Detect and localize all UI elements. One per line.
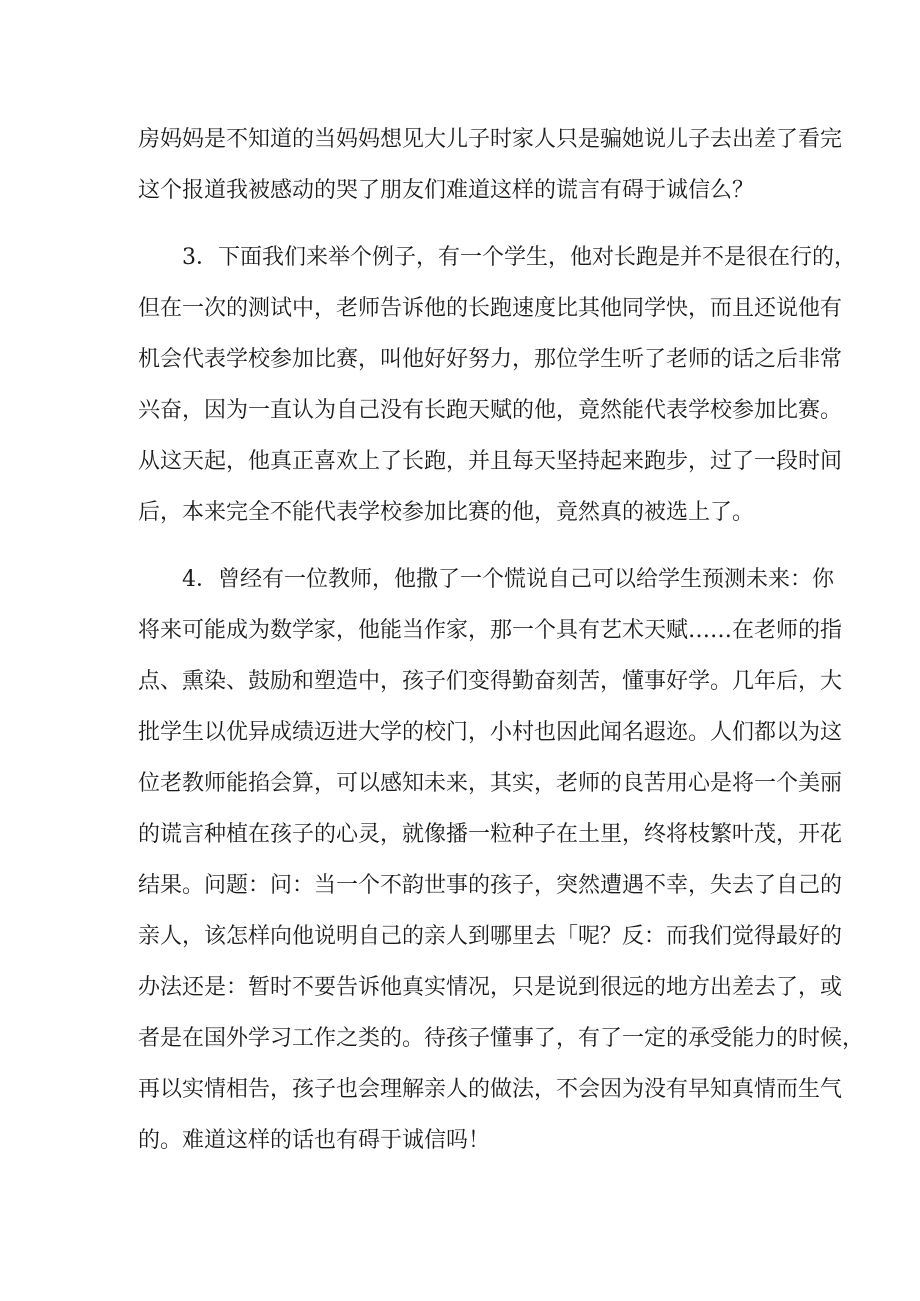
paragraph-3 [138,554,865,1166]
paragraph-line: 4．曾经有一位教师，他撒了一个慌说自己可以给学生预测未来：你 [182,567,834,592]
paragraph-1 [138,114,843,216]
paragraph-line: 结果。问题：问：当一个不韵世事的孩子，突然遭遇不幸，失去了自己的 [138,873,843,898]
paragraph-line: 机会代表学校参加比赛，叫他好好努力，那位学生听了老师的话之后非常 [138,347,843,372]
paragraph-line: 者是在国外学习工作之类的。待孩子懂事了，有了一定的承受能力的时候， [138,1026,865,1051]
paragraph-line: 点、熏染、鼓励和塑造中，孩子们变得勤奋刻苦，懂事好学。几年后，大 [138,669,843,694]
paragraph-line: 后，本来完全不能代表学校参加比赛的他，竟然真的被选上了。 [138,500,755,525]
paragraph-line: 的谎言种植在孩子的心灵，就像播一粒种子在土里，终将枝繁叶茂，开花 [138,822,843,847]
paragraph-line: 将来可能成为数学家，他能当作家，那一个具有艺术天赋……在老师的指 [138,618,843,643]
paragraph-line: 3．下面我们来举个例子，有一个学生，他对长跑是并不是很在行的， [182,245,856,270]
paragraph-line: 的。难道这样的话也有碍于诚信吗！ [138,1128,491,1153]
paragraph-line: 但在一次的测试中，老师告诉他的长跑速度比其他同学快，而且还说他有 [138,296,843,321]
paragraph-line: 办法还是：暂时不要告诉他真实情况，只是说到很远的地方出差去了，或 [138,975,843,1000]
paragraph-line: 这个报道我被感动的哭了朋友们难道这样的谎言有碍于诚信么？ [138,178,755,203]
paragraph-line: 批学生以优异成绩迈进大学的校门，小村也因此闻名遐迩。人们都以为这 [138,720,843,745]
paragraph-line: 兴奋，因为一直认为自己没有长跑天赋的他，竟然能代表学校参加比赛。 [138,398,843,423]
paragraph-line: 从这天起，他真正喜欢上了长跑，并且每天坚持起来跑步，过了一段时间 [138,449,843,474]
paragraph-line: 亲人，该怎样向他说明自己的亲人到哪里去「呢？反：而我们觉得最好的 [138,924,843,949]
paragraph-line: 位老教师能掐会算，可以感知未来，其实，老师的良苦用心是将一个美丽 [138,771,843,796]
paragraph-2 [138,232,856,538]
paragraph-line: 房妈妈是不知道的当妈妈想见大儿子时家人只是骗她说儿子去出差了看完 [138,127,843,152]
paragraph-line: 再以实情相告，孩子也会理解亲人的做法，不会因为没有早知真情而生气 [138,1077,843,1102]
